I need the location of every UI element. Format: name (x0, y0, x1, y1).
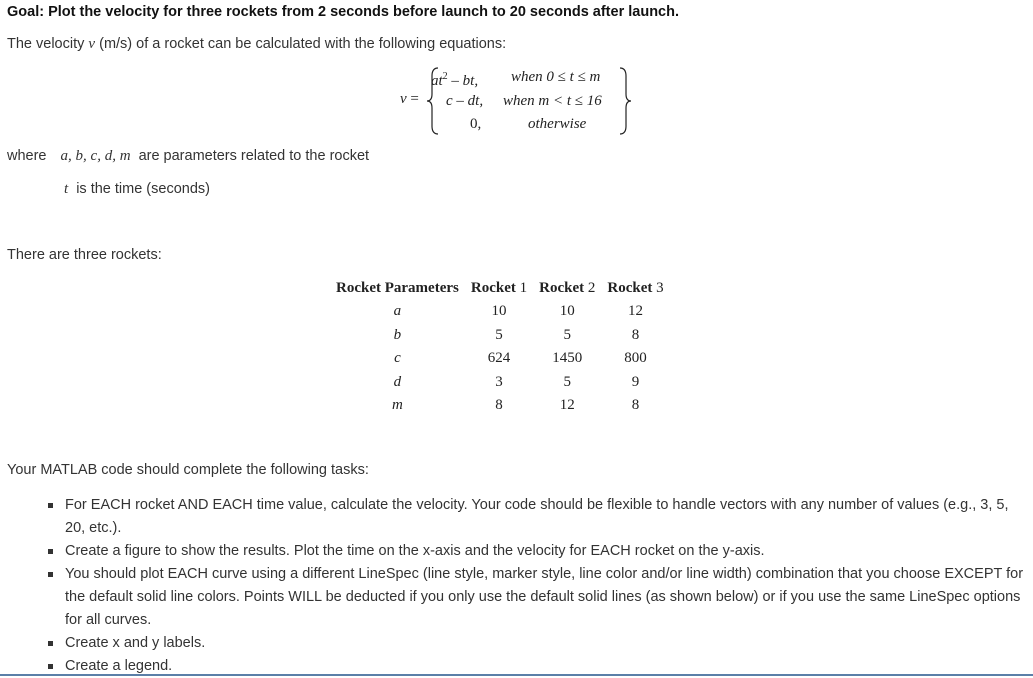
header-rocket-3: Rocket 3 (607, 279, 664, 296)
task-text: Create a figure to show the results. Plot the time on the x-axis and the velocity for EACH rocket on the y-axis. (65, 543, 765, 559)
table-row (330, 324, 670, 348)
equation-row-3-expr: 0, (470, 116, 482, 132)
velocity-variable: v (88, 36, 96, 52)
task-text: For EACH rocket AND EACH time value, calculate the velocity. Your code should be flexible to handle vectors with any number of values (e.g., 3, 5, 20, etc.). (65, 497, 1009, 536)
task-item (65, 494, 1027, 540)
parameter-cell: b (393, 326, 402, 343)
equation-row-3-condition: otherwise (528, 116, 587, 132)
equation-equals-sign: = (410, 91, 419, 107)
bullet-icon (48, 664, 53, 669)
task-item (65, 563, 1027, 632)
parameter-cell: a (393, 303, 402, 320)
table-row (330, 300, 670, 324)
rocket-parameters-table (330, 276, 670, 418)
rocket-3-cell: 800 (624, 350, 647, 367)
table-row (330, 347, 670, 371)
equation-lhs-variable: v (400, 91, 407, 107)
intro-prefix: The velocity (7, 36, 85, 52)
rocket-1-cell: 10 (491, 303, 507, 320)
rocket-2-cell: 5 (563, 326, 571, 343)
rocket-2-cell: 5 (563, 373, 571, 390)
rocket-1-cell: 8 (495, 397, 503, 414)
task-item (65, 540, 1027, 563)
rocket-3-cell: 9 (631, 373, 640, 390)
rocket-2-cell: 12 (559, 397, 575, 414)
rocket-1-cell: 5 (495, 326, 503, 343)
header-rocket-1: Rocket 1 (470, 279, 528, 296)
task-text: Create a legend. (65, 658, 173, 674)
bullet-icon (48, 549, 53, 554)
tasks-intro: Your MATLAB code should complete the following tasks: (7, 462, 369, 478)
bullet-icon (48, 503, 53, 508)
rocket-2-cell: 1450 (552, 350, 583, 367)
where-text: are parameters related to the rocket (138, 148, 370, 164)
rocket-3-cell: 12 (627, 303, 643, 320)
bullet-icon (48, 641, 53, 646)
parameter-cell: d (393, 373, 402, 390)
bullet-icon (48, 572, 53, 577)
equation-row-2-condition: when m < t ≤ 16 (503, 93, 602, 109)
time-variable: t (64, 181, 69, 197)
intro-suffix: (m/s) of a rocket can be calculated with the following equations: (99, 36, 507, 52)
parameter-list: a, b, c, d, m (60, 148, 131, 164)
header-parameters: Rocket Parameters (336, 279, 459, 296)
table-header-row (330, 276, 670, 300)
time-definition-text: is the time (seconds) (76, 181, 210, 197)
task-list (65, 494, 1027, 678)
equation-row-2-expr: c – dt, (446, 93, 484, 109)
rocket-1-cell: 3 (495, 373, 503, 390)
equation-row-1-expr: $at^2$ – bt, (431, 71, 479, 89)
three-rockets-text: There are three rockets: (7, 247, 162, 263)
task-text: You should plot EACH curve using a different LineSpec (line style, marker style, line color and/or line width) combination that you choose EXCEPT for the default solid line colors. Points WILL be deducted if you only use the default solid lines (as shown below) or if you use the same LineSpec options for all curves. (65, 566, 1024, 628)
equation-row-1-condition: when 0 ≤ t ≤ m (511, 69, 601, 85)
header-rocket-2: Rocket 2 (539, 279, 596, 296)
right-brace-icon (618, 66, 632, 136)
where-line (7, 148, 369, 165)
table-row (330, 394, 670, 418)
rocket-3-cell: 8 (631, 326, 640, 343)
task-item (65, 632, 1027, 655)
parameter-cell: c (394, 350, 401, 367)
intro-text (7, 36, 506, 53)
velocity-equation (400, 66, 635, 136)
goal-heading: Goal: Plot the velocity for three rockets from 2 seconds before launch to 20 seconds after launch. (7, 4, 680, 20)
rocket-1-cell: 624 (487, 350, 511, 367)
task-text: Create x and y labels. (65, 635, 206, 651)
parameter-cell: m (392, 397, 403, 414)
rocket-2-cell: 10 (559, 303, 575, 320)
table-row (330, 371, 670, 395)
where-word: where (7, 148, 47, 164)
equation-lhs (400, 91, 419, 108)
time-definition (64, 181, 210, 198)
rocket-3-cell: 8 (631, 397, 640, 414)
